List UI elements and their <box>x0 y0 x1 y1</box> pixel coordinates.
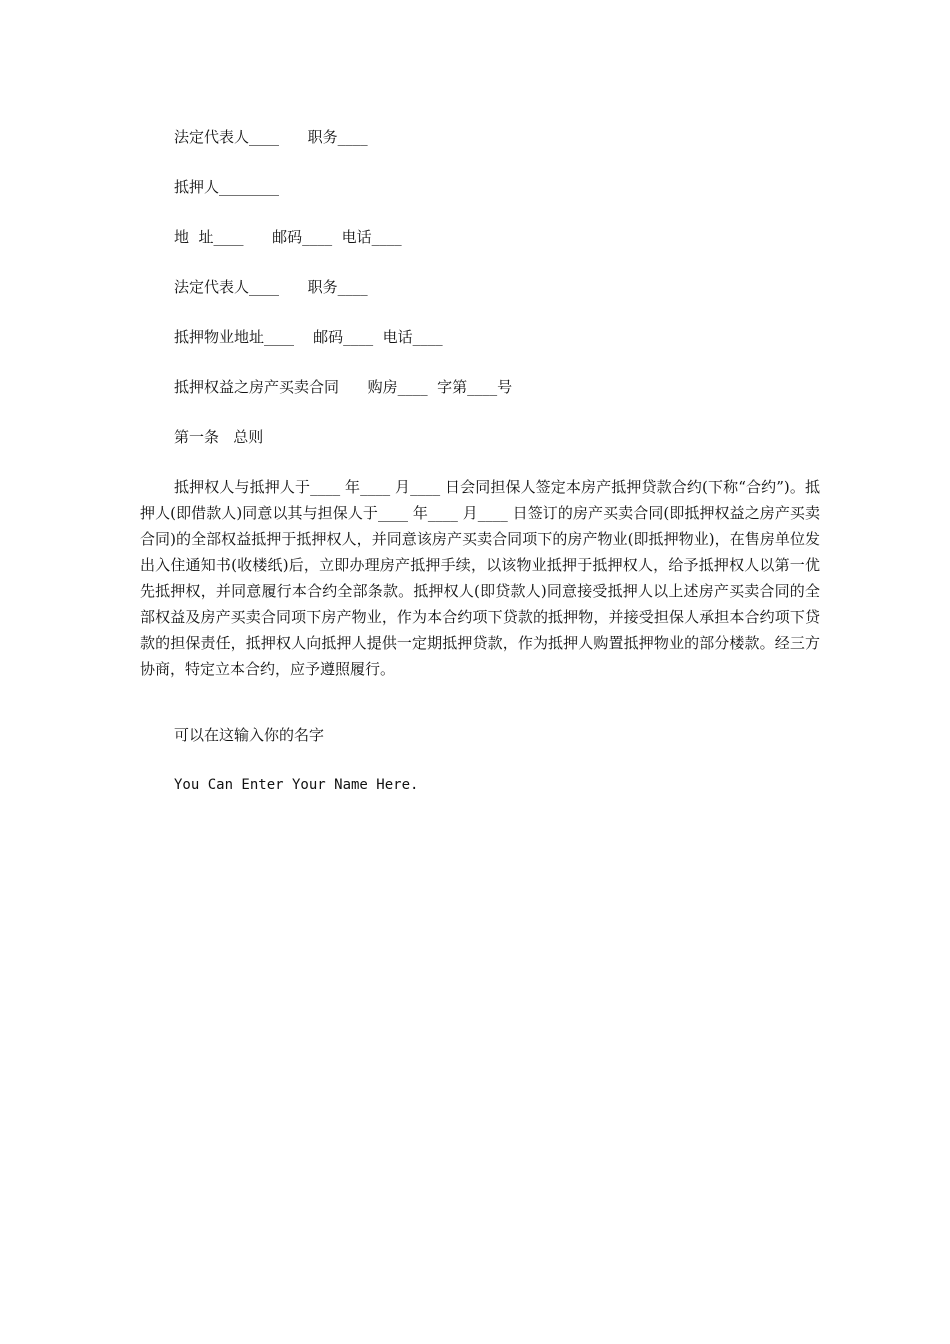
article-one-paragraph: 抵押权人与抵押人于____ 年____ 月____ 日会同担保人签定本房产抵押贷款合约(下称“合约”)。抵押人(即借款人)同意以其与担保人于____ 年____ 月____ 日签订的房产买卖合同(即抵押权益之房产买卖合同)的全部权益抵押于抵押权人，并同意该房产买卖合同项下的房产物业(即抵押物业)，在售房单位发出入住通知书(收楼纸)后，立即办理房产抵押手续，以该物业抵押于抵押权人，给予抵押权人以第一优先抵押权，并同意履行本合约全部条款。抵押权人(即贷款人)同意接受抵押人以上述房产买卖合同的全部权益及房产买卖合同项下房产物业，作为本合约项下贷款的抵押物，并接受担保人承担本合约项下贷款的担保责任，抵押权人向抵押人提供一定期抵押贷款，作为抵押人购置抵押物业的部分楼款。经三方协商，特定立本合约，应予遵照履行。 <box>140 478 820 678</box>
address-line: 地 址____ 邮码____ 电话____ <box>174 228 402 246</box>
article-one-heading: 第一条 总则 <box>174 428 264 446</box>
name-placeholder-cn: 可以在这输入你的名字 <box>174 726 325 744</box>
purchase-contract-line: 抵押权益之房产买卖合同 购房____ 字第____号 <box>174 378 513 396</box>
property-address-line: 抵押物业地址____ 邮码____ 电话____ <box>174 328 443 346</box>
legal-representative-line-2: 法定代表人____ 职务____ <box>174 278 368 296</box>
mortgagor-line: 抵押人________ <box>174 178 280 196</box>
legal-representative-line-1: 法定代表人____ 职务____ <box>174 128 368 146</box>
name-placeholder-en: You Can Enter Your Name Here. <box>174 777 419 793</box>
